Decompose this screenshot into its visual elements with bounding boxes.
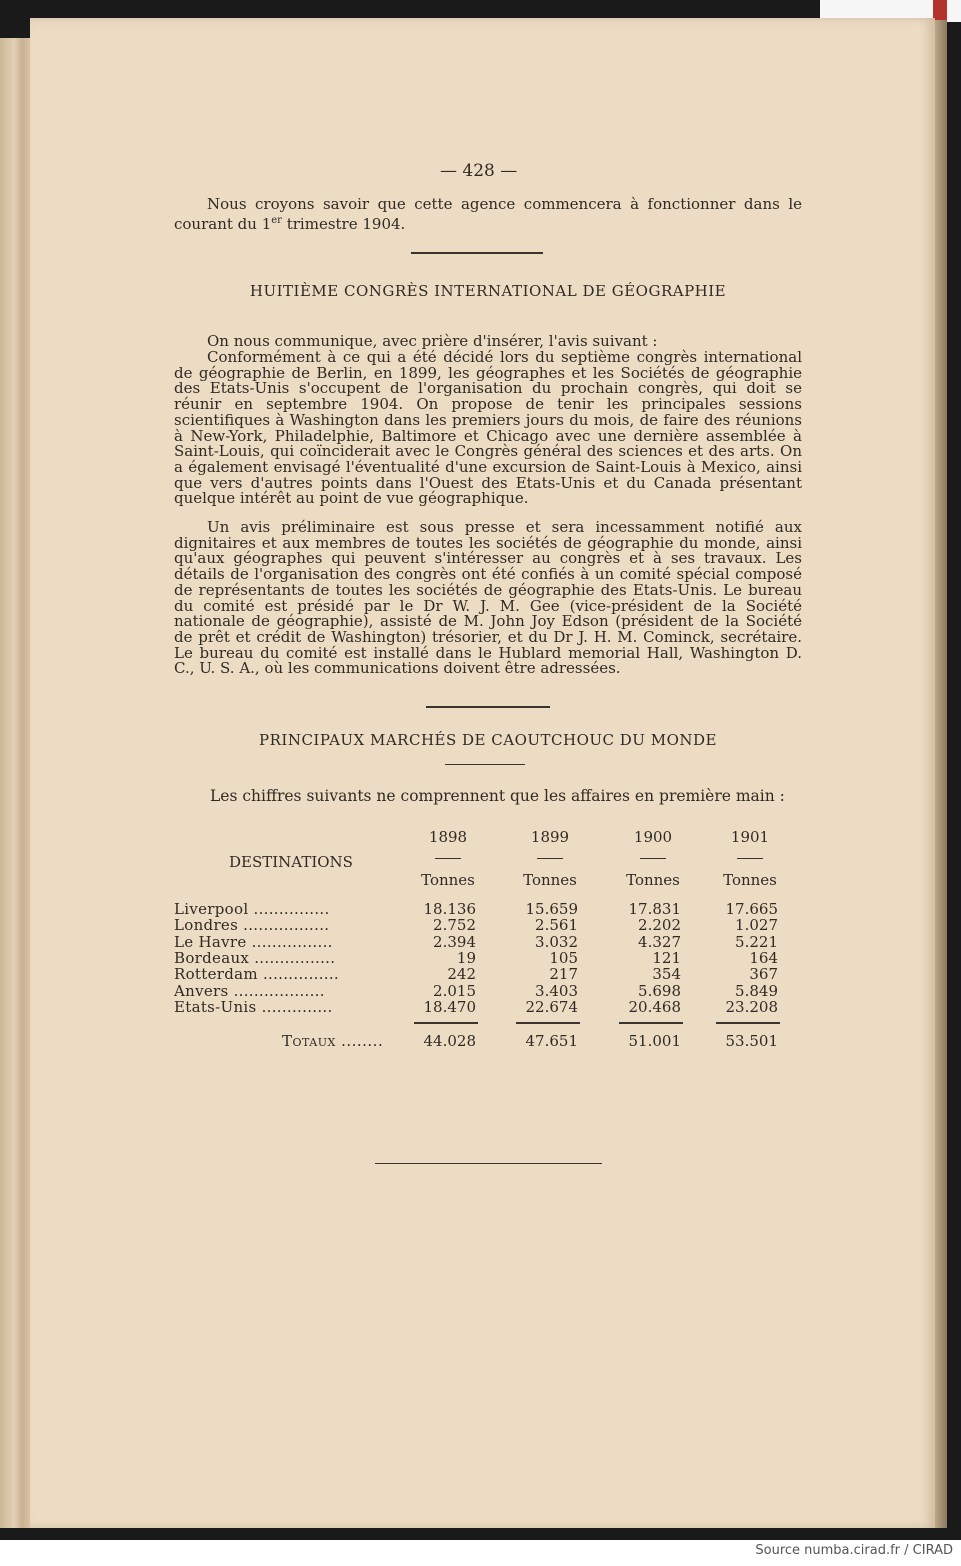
- destination-name: Bordeaux ................: [174, 948, 336, 967]
- year-dash: [640, 858, 666, 859]
- table-cell: 22.674: [525, 997, 578, 1016]
- total-cell: 53.501: [725, 1032, 778, 1050]
- total-rule: [716, 1022, 780, 1024]
- table-cell: 2.561: [535, 916, 578, 935]
- destination-name: Londres .................: [174, 916, 330, 935]
- table-cell: 5.849: [735, 981, 778, 1000]
- table-cell: 19: [456, 948, 476, 967]
- table-cell: 4.327: [638, 932, 681, 951]
- section-divider: [411, 252, 543, 254]
- table-cell: 242: [447, 965, 476, 984]
- page-number: — 428 —: [440, 161, 518, 181]
- year-dash: [737, 858, 763, 859]
- table-cell: 18.136: [423, 900, 476, 918]
- table-cell: 2.015: [433, 981, 476, 1000]
- section-title-caoutchouc: PRINCIPAUX MARCHÉS DE CAOUTCHOUC DU MONDE: [259, 731, 717, 749]
- paragraph-avis: On nous communique, avec prière d'insérer, l'avis suivant :: [207, 332, 658, 350]
- table-cell: 15.659: [525, 900, 578, 918]
- unit-header: Tonnes: [523, 871, 577, 889]
- total-rule: [619, 1022, 683, 1024]
- destination-name: Liverpool ...............: [174, 900, 330, 918]
- table-cell: 3.032: [535, 932, 578, 951]
- year-header: 1898: [428, 828, 468, 846]
- table-intro: Les chiffres suivants ne comprennent que les affaires en première main :: [210, 787, 785, 805]
- destination-name: Etats-Unis ..............: [174, 997, 333, 1016]
- table-cell: 105: [549, 948, 578, 967]
- table-cell: 18.470: [423, 997, 476, 1016]
- table-cell: 2.752: [433, 916, 476, 935]
- row-header-destinations: DESTINATIONS: [229, 853, 353, 871]
- table-cell: 5.221: [735, 932, 778, 951]
- year-header: 1900: [633, 828, 673, 846]
- table-cell: 354: [652, 965, 681, 984]
- year-header: 1899: [530, 828, 570, 846]
- paragraph-avis-preliminaire: Un avis préliminaire est sous presse et sera incessamment notifié aux dignitaires et aux membres de toutes les sociétés de géographie du monde, ainsi qu'aux géographes qui peuvent s'intéresser au congrès et à ses travaux. Les détails de l'organisation des congrès ont été confiés à un comité spécial composé de représentants de toutes les sociétés de géographie des Etats-Unis. Le bureau du comité est présidé par le Dr W. J. M. Gee (vice-président de la Société nationale de géographie), assisté de M. John Joy Edson (président de la Société de prêt et crédit de Washington) trésorier, et du Dr J. H. M. Cominck, secrétaire. Le bureau du comité est installé dans le Hublard memorial Hall, Washington D. C., U. S. A., où les communications doivent être adressées.: [174, 518, 802, 678]
- table-cell: 217: [549, 965, 578, 984]
- total-rule: [516, 1022, 580, 1024]
- year-dash: [537, 858, 563, 859]
- table-cell: 121: [652, 948, 681, 967]
- end-rule: [375, 1163, 602, 1164]
- total-cell: 47.651: [525, 1032, 578, 1050]
- table-cell: 20.468: [628, 997, 681, 1016]
- book-page: [30, 18, 935, 1528]
- intro-paragraph: Nous croyons savoir que cette agence commencera à fonctionner dans le courant du 1er trimestre 1904.: [174, 195, 802, 233]
- table-cell: 17.665: [725, 900, 778, 918]
- section-divider: [426, 706, 550, 708]
- destination-name: Anvers ..................: [174, 981, 325, 1000]
- table-cell: 17.831: [628, 900, 681, 918]
- unit-header: Tonnes: [421, 871, 475, 889]
- totals-label: Totaux ........: [282, 1032, 384, 1050]
- total-cell: 44.028: [423, 1032, 476, 1050]
- table-cell: 3.403: [535, 981, 578, 1000]
- year-dash: [435, 858, 461, 859]
- source-credit: Source numba.cirad.fr / CIRAD: [755, 1543, 953, 1558]
- unit-header: Tonnes: [626, 871, 680, 889]
- paragraph-conformement: Conformément à ce qui a été décidé lors du septième congrès international de géographie de Berlin, en 1899, les géographes et les Sociétés de géographie des Etats-Unis s'occupent de l'organisation du prochain congrès, qui doit se réunir en septembre 1904. On propose de tenir les principales sessions scientifiques à Washington dans les premiers jours du mois, de faire des réunions à New-York, Philadelphie, Baltimore et Chicago avec une dernière assemblée à Saint-Louis, qui coïnciderait avec le Congrès général des sciences et des arts. On a également envisagé l'éventualité d'une excursion de Saint-Louis à Mexico, ainsi que vers d'autres points dans l'Ouest des Etats-Unis et du Canada présentant quelque intérêt au point de vue géographique.: [174, 348, 802, 508]
- table-cell: 2.394: [433, 932, 476, 951]
- destination-name: Rotterdam ...............: [174, 965, 339, 984]
- table-cell: 1.027: [735, 916, 778, 935]
- title-underline: [445, 764, 525, 765]
- total-cell: 51.001: [628, 1032, 681, 1050]
- year-header: 1901: [730, 828, 770, 846]
- section-title-congres: HUITIÈME CONGRÈS INTERNATIONAL DE GÉOGRAPHIE: [249, 282, 727, 300]
- destination-name: Le Havre ................: [174, 932, 333, 951]
- table-cell: 367: [749, 965, 778, 984]
- table-cell: 164: [749, 948, 778, 967]
- table-cell: 5.698: [638, 981, 681, 1000]
- total-rule: [414, 1022, 478, 1024]
- table-cell: 23.208: [725, 997, 778, 1016]
- unit-header: Tonnes: [723, 871, 777, 889]
- table-cell: 2.202: [638, 916, 681, 935]
